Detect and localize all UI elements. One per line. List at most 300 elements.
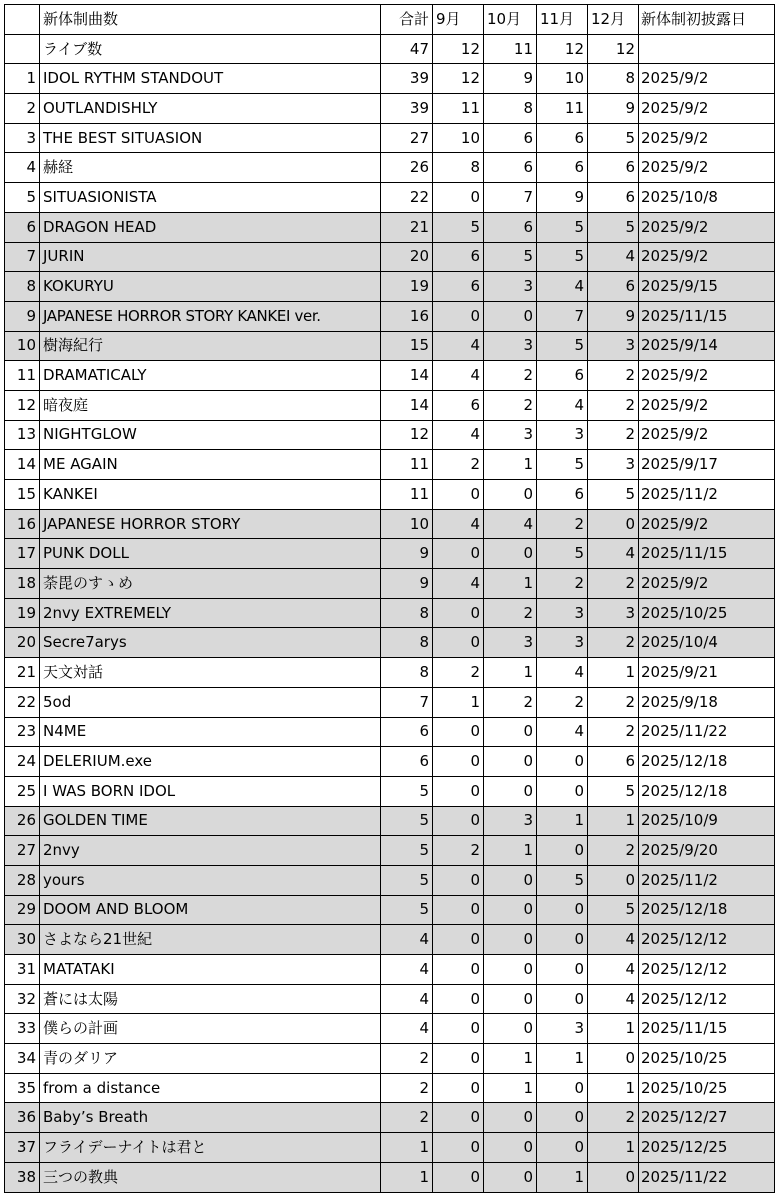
nov-cell: 0 <box>537 1073 588 1103</box>
live-count-row <box>5 34 775 64</box>
oct-cell: 2 <box>484 390 537 420</box>
total-cell: 27 <box>381 123 433 153</box>
total-cell: 9 <box>381 539 433 569</box>
dec-cell: 6 <box>588 747 639 777</box>
total-cell: 5 <box>381 776 433 806</box>
song-title: GOLDEN TIME <box>40 806 381 836</box>
oct-cell: 6 <box>484 153 537 183</box>
nov-cell: 4 <box>537 717 588 747</box>
nov-cell: 4 <box>537 658 588 688</box>
dec-cell: 1 <box>588 658 639 688</box>
oct-cell: 2 <box>484 598 537 628</box>
song-title: KANKEI <box>40 480 381 510</box>
oct-cell: 3 <box>484 628 537 658</box>
oct-cell: 0 <box>484 1014 537 1044</box>
debut-date: 2025/10/25 <box>639 1073 775 1103</box>
oct-cell: 8 <box>484 94 537 124</box>
dec-cell: 1 <box>588 806 639 836</box>
table-row <box>5 628 775 658</box>
oct-cell: 1 <box>484 658 537 688</box>
dec-cell: 2 <box>588 361 639 391</box>
dec-cell: 2 <box>588 569 639 599</box>
debut-date: 2025/10/4 <box>639 628 775 658</box>
dec-cell: 5 <box>588 776 639 806</box>
sep-cell: 0 <box>433 717 484 747</box>
dec-cell: 6 <box>588 272 639 302</box>
table-row <box>5 301 775 331</box>
table-row <box>5 776 775 806</box>
total-cell: 4 <box>381 984 433 1014</box>
oct-cell: 2 <box>484 361 537 391</box>
song-title: さよなら21世紀 <box>40 925 381 955</box>
sep-cell: 5 <box>433 212 484 242</box>
dec-cell: 4 <box>588 539 639 569</box>
song-title: PUNK DOLL <box>40 539 381 569</box>
table-row <box>5 331 775 361</box>
rank-cell: 35 <box>5 1073 40 1103</box>
oct-cell: 0 <box>484 955 537 985</box>
song-title: IDOL RYTHM STANDOUT <box>40 64 381 94</box>
dec-cell: 0 <box>588 509 639 539</box>
nov-cell: 5 <box>537 331 588 361</box>
table-row <box>5 806 775 836</box>
debut-date: 2025/11/2 <box>639 865 775 895</box>
table-row <box>5 480 775 510</box>
dec-cell: 6 <box>588 183 639 213</box>
nov-cell: 11 <box>537 94 588 124</box>
oct-cell: 1 <box>484 836 537 866</box>
sep-cell: 10 <box>433 123 484 153</box>
debut-date: 2025/9/2 <box>639 509 775 539</box>
debut-date: 2025/9/20 <box>639 836 775 866</box>
table-row <box>5 509 775 539</box>
total-cell: 9 <box>381 569 433 599</box>
oct-cell: 3 <box>484 420 537 450</box>
nov-cell: 6 <box>537 480 588 510</box>
rank-cell: 12 <box>5 390 40 420</box>
live-count-sep: 12 <box>433 34 484 64</box>
nov-cell: 0 <box>537 836 588 866</box>
rank-cell: 29 <box>5 895 40 925</box>
dec-cell: 5 <box>588 123 639 153</box>
sep-cell: 0 <box>433 776 484 806</box>
rank-cell: 1 <box>5 64 40 94</box>
rank-cell: 17 <box>5 539 40 569</box>
header-nov: 11月 <box>537 5 588 35</box>
table-row <box>5 390 775 420</box>
dec-cell: 2 <box>588 420 639 450</box>
rank-cell: 10 <box>5 331 40 361</box>
dec-cell: 2 <box>588 687 639 717</box>
nov-cell: 5 <box>537 212 588 242</box>
dec-cell: 1 <box>588 1073 639 1103</box>
table-row <box>5 272 775 302</box>
oct-cell: 9 <box>484 64 537 94</box>
song-title: 天文対話 <box>40 658 381 688</box>
oct-cell: 1 <box>484 450 537 480</box>
live-count-nov: 12 <box>537 34 588 64</box>
rank-cell: 7 <box>5 242 40 272</box>
debut-date: 2025/11/22 <box>639 717 775 747</box>
oct-cell: 1 <box>484 1044 537 1074</box>
sep-cell: 1 <box>433 687 484 717</box>
nov-cell: 3 <box>537 598 588 628</box>
debut-date: 2025/10/8 <box>639 183 775 213</box>
total-cell: 10 <box>381 509 433 539</box>
oct-cell: 6 <box>484 212 537 242</box>
debut-date: 2025/9/2 <box>639 123 775 153</box>
total-cell: 4 <box>381 955 433 985</box>
nov-cell: 6 <box>537 153 588 183</box>
table-row <box>5 450 775 480</box>
song-title: DELERIUM.exe <box>40 747 381 777</box>
dec-cell: 2 <box>588 1103 639 1133</box>
oct-cell: 0 <box>484 539 537 569</box>
debut-date: 2025/12/12 <box>639 984 775 1014</box>
sep-cell: 4 <box>433 331 484 361</box>
oct-cell: 3 <box>484 331 537 361</box>
table-row <box>5 242 775 272</box>
total-cell: 5 <box>381 836 433 866</box>
table-row <box>5 717 775 747</box>
table-row <box>5 539 775 569</box>
dec-cell: 5 <box>588 212 639 242</box>
rank-cell: 3 <box>5 123 40 153</box>
total-cell: 39 <box>381 94 433 124</box>
total-cell: 2 <box>381 1044 433 1074</box>
table-row <box>5 925 775 955</box>
table-row <box>5 1103 775 1133</box>
total-cell: 19 <box>381 272 433 302</box>
song-title: ME AGAIN <box>40 450 381 480</box>
total-cell: 16 <box>381 301 433 331</box>
oct-cell: 6 <box>484 123 537 153</box>
debut-date: 2025/12/27 <box>639 1103 775 1133</box>
song-count-table <box>4 4 775 1193</box>
nov-cell: 1 <box>537 1162 588 1192</box>
total-cell: 6 <box>381 717 433 747</box>
sep-cell: 0 <box>433 480 484 510</box>
sep-cell: 0 <box>433 984 484 1014</box>
total-cell: 26 <box>381 153 433 183</box>
live-count-rank <box>5 34 40 64</box>
nov-cell: 2 <box>537 509 588 539</box>
dec-cell: 0 <box>588 1162 639 1192</box>
song-title: JAPANESE HORROR STORY <box>40 509 381 539</box>
nov-cell: 3 <box>537 628 588 658</box>
sep-cell: 0 <box>433 806 484 836</box>
sep-cell: 0 <box>433 895 484 925</box>
rank-cell: 18 <box>5 569 40 599</box>
nov-cell: 5 <box>537 865 588 895</box>
nov-cell: 1 <box>537 1044 588 1074</box>
rank-cell: 6 <box>5 212 40 242</box>
song-title: JAPANESE HORROR STORY KANKEI ver. <box>40 301 381 331</box>
debut-date: 2025/12/12 <box>639 925 775 955</box>
nov-cell: 2 <box>537 687 588 717</box>
oct-cell: 7 <box>484 183 537 213</box>
dec-cell: 2 <box>588 836 639 866</box>
header-row <box>5 5 775 35</box>
rank-cell: 32 <box>5 984 40 1014</box>
table-row <box>5 64 775 94</box>
nov-cell: 0 <box>537 925 588 955</box>
table-row <box>5 598 775 628</box>
debut-date: 2025/9/14 <box>639 331 775 361</box>
debut-date: 2025/9/15 <box>639 272 775 302</box>
debut-date: 2025/9/2 <box>639 94 775 124</box>
total-cell: 5 <box>381 865 433 895</box>
live-count-debut <box>639 34 775 64</box>
table-row <box>5 1044 775 1074</box>
header-total: 合計 <box>381 5 433 35</box>
debut-date: 2025/11/22 <box>639 1162 775 1192</box>
dec-cell: 5 <box>588 895 639 925</box>
rank-cell: 2 <box>5 94 40 124</box>
rank-cell: 5 <box>5 183 40 213</box>
sep-cell: 12 <box>433 64 484 94</box>
sep-cell: 0 <box>433 1162 484 1192</box>
total-cell: 2 <box>381 1103 433 1133</box>
song-title: DOOM AND BLOOM <box>40 895 381 925</box>
table-row <box>5 212 775 242</box>
song-title: NIGHTGLOW <box>40 420 381 450</box>
table-row <box>5 865 775 895</box>
song-title: 青のダリア <box>40 1044 381 1074</box>
song-title: yours <box>40 865 381 895</box>
rank-cell: 28 <box>5 865 40 895</box>
oct-cell: 0 <box>484 1162 537 1192</box>
rank-cell: 24 <box>5 747 40 777</box>
oct-cell: 0 <box>484 717 537 747</box>
rank-cell: 14 <box>5 450 40 480</box>
sep-cell: 0 <box>433 598 484 628</box>
rank-cell: 37 <box>5 1133 40 1163</box>
table-row <box>5 955 775 985</box>
nov-cell: 0 <box>537 895 588 925</box>
song-title: JURIN <box>40 242 381 272</box>
rank-cell: 4 <box>5 153 40 183</box>
dec-cell: 5 <box>588 480 639 510</box>
debut-date: 2025/9/2 <box>639 242 775 272</box>
total-cell: 11 <box>381 450 433 480</box>
table-row <box>5 1162 775 1192</box>
oct-cell: 0 <box>484 895 537 925</box>
debut-date: 2025/12/12 <box>639 955 775 985</box>
sep-cell: 2 <box>433 836 484 866</box>
song-title: KOKURYU <box>40 272 381 302</box>
oct-cell: 0 <box>484 1103 537 1133</box>
nov-cell: 4 <box>537 390 588 420</box>
debut-date: 2025/9/2 <box>639 420 775 450</box>
nov-cell: 5 <box>537 450 588 480</box>
sep-cell: 0 <box>433 1014 484 1044</box>
total-cell: 14 <box>381 390 433 420</box>
debut-date: 2025/9/18 <box>639 687 775 717</box>
rank-cell: 22 <box>5 687 40 717</box>
debut-date: 2025/11/15 <box>639 301 775 331</box>
nov-cell: 7 <box>537 301 588 331</box>
debut-date: 2025/9/2 <box>639 361 775 391</box>
header-dec: 12月 <box>588 5 639 35</box>
sep-cell: 4 <box>433 569 484 599</box>
song-title: N4ME <box>40 717 381 747</box>
live-count-dec: 12 <box>588 34 639 64</box>
oct-cell: 1 <box>484 1073 537 1103</box>
live-count-total: 47 <box>381 34 433 64</box>
dec-cell: 0 <box>588 1044 639 1074</box>
dec-cell: 9 <box>588 301 639 331</box>
song-title: SITUASIONISTA <box>40 183 381 213</box>
header-debut: 新体制初披露日 <box>639 5 775 35</box>
dec-cell: 4 <box>588 925 639 955</box>
nov-cell: 6 <box>537 361 588 391</box>
table-row <box>5 1133 775 1163</box>
dec-cell: 3 <box>588 331 639 361</box>
sep-cell: 0 <box>433 183 484 213</box>
song-title: 蒼には太陽 <box>40 984 381 1014</box>
oct-cell: 0 <box>484 480 537 510</box>
sep-cell: 0 <box>433 747 484 777</box>
nov-cell: 0 <box>537 1133 588 1163</box>
song-title: 2nvy EXTREMELY <box>40 598 381 628</box>
table-row <box>5 687 775 717</box>
nov-cell: 5 <box>537 242 588 272</box>
debut-date: 2025/9/2 <box>639 569 775 599</box>
song-title: 赫経 <box>40 153 381 183</box>
table-row <box>5 420 775 450</box>
dec-cell: 2 <box>588 628 639 658</box>
dec-cell: 6 <box>588 153 639 183</box>
oct-cell: 2 <box>484 687 537 717</box>
sep-cell: 0 <box>433 865 484 895</box>
table-row <box>5 1014 775 1044</box>
sep-cell: 6 <box>433 272 484 302</box>
debut-date: 2025/12/18 <box>639 895 775 925</box>
song-title: 2nvy <box>40 836 381 866</box>
oct-cell: 0 <box>484 984 537 1014</box>
song-title: MATATAKI <box>40 955 381 985</box>
table-row <box>5 94 775 124</box>
total-cell: 22 <box>381 183 433 213</box>
rank-cell: 9 <box>5 301 40 331</box>
rank-cell: 11 <box>5 361 40 391</box>
song-title: Secre7arys <box>40 628 381 658</box>
total-cell: 8 <box>381 628 433 658</box>
debut-date: 2025/9/17 <box>639 450 775 480</box>
song-title: 僕らの計画 <box>40 1014 381 1044</box>
debut-date: 2025/9/2 <box>639 212 775 242</box>
sep-cell: 0 <box>433 925 484 955</box>
sep-cell: 0 <box>433 955 484 985</box>
sep-cell: 4 <box>433 509 484 539</box>
dec-cell: 8 <box>588 64 639 94</box>
song-title: THE BEST SITUASION <box>40 123 381 153</box>
rank-cell: 15 <box>5 480 40 510</box>
sep-cell: 0 <box>433 301 484 331</box>
total-cell: 20 <box>381 242 433 272</box>
nov-cell: 5 <box>537 539 588 569</box>
sep-cell: 0 <box>433 1073 484 1103</box>
live-count-oct: 11 <box>484 34 537 64</box>
table-row <box>5 895 775 925</box>
debut-date: 2025/10/25 <box>639 1044 775 1074</box>
rank-cell: 21 <box>5 658 40 688</box>
sep-cell: 4 <box>433 361 484 391</box>
debut-date: 2025/11/15 <box>639 1014 775 1044</box>
nov-cell: 2 <box>537 569 588 599</box>
song-title: Baby’s Breath <box>40 1103 381 1133</box>
nov-cell: 6 <box>537 123 588 153</box>
total-cell: 7 <box>381 687 433 717</box>
total-cell: 4 <box>381 1014 433 1044</box>
song-title: フライデーナイトは君と <box>40 1133 381 1163</box>
rank-cell: 31 <box>5 955 40 985</box>
sep-cell: 0 <box>433 1044 484 1074</box>
total-cell: 5 <box>381 895 433 925</box>
oct-cell: 4 <box>484 509 537 539</box>
rank-cell: 30 <box>5 925 40 955</box>
table-body <box>5 5 775 1193</box>
oct-cell: 0 <box>484 776 537 806</box>
header-title: 新体制曲数 <box>40 5 381 35</box>
rank-cell: 26 <box>5 806 40 836</box>
song-title: OUTLANDISHLY <box>40 94 381 124</box>
rank-cell: 8 <box>5 272 40 302</box>
oct-cell: 0 <box>484 1133 537 1163</box>
total-cell: 1 <box>381 1162 433 1192</box>
table-row <box>5 1073 775 1103</box>
total-cell: 4 <box>381 925 433 955</box>
header-sep: 9月 <box>433 5 484 35</box>
dec-cell: 0 <box>588 865 639 895</box>
sep-cell: 0 <box>433 1133 484 1163</box>
nov-cell: 0 <box>537 776 588 806</box>
oct-cell: 3 <box>484 272 537 302</box>
sep-cell: 4 <box>433 420 484 450</box>
sep-cell: 8 <box>433 153 484 183</box>
total-cell: 6 <box>381 747 433 777</box>
dec-cell: 3 <box>588 450 639 480</box>
total-cell: 8 <box>381 598 433 628</box>
nov-cell: 0 <box>537 747 588 777</box>
total-cell: 1 <box>381 1133 433 1163</box>
song-title: I WAS BORN IDOL <box>40 776 381 806</box>
rank-cell: 34 <box>5 1044 40 1074</box>
rank-cell: 33 <box>5 1014 40 1044</box>
rank-cell: 13 <box>5 420 40 450</box>
sep-cell: 11 <box>433 94 484 124</box>
sep-cell: 0 <box>433 628 484 658</box>
nov-cell: 1 <box>537 806 588 836</box>
oct-cell: 0 <box>484 865 537 895</box>
song-title: 5od <box>40 687 381 717</box>
table-row <box>5 747 775 777</box>
nov-cell: 3 <box>537 1014 588 1044</box>
dec-cell: 4 <box>588 984 639 1014</box>
sep-cell: 2 <box>433 450 484 480</box>
nov-cell: 0 <box>537 955 588 985</box>
table-row <box>5 361 775 391</box>
nov-cell: 0 <box>537 984 588 1014</box>
song-title: DRAMATICALY <box>40 361 381 391</box>
rank-cell: 27 <box>5 836 40 866</box>
debut-date: 2025/10/25 <box>639 598 775 628</box>
rank-cell: 16 <box>5 509 40 539</box>
table-row <box>5 153 775 183</box>
rank-cell: 19 <box>5 598 40 628</box>
debut-date: 2025/9/21 <box>639 658 775 688</box>
